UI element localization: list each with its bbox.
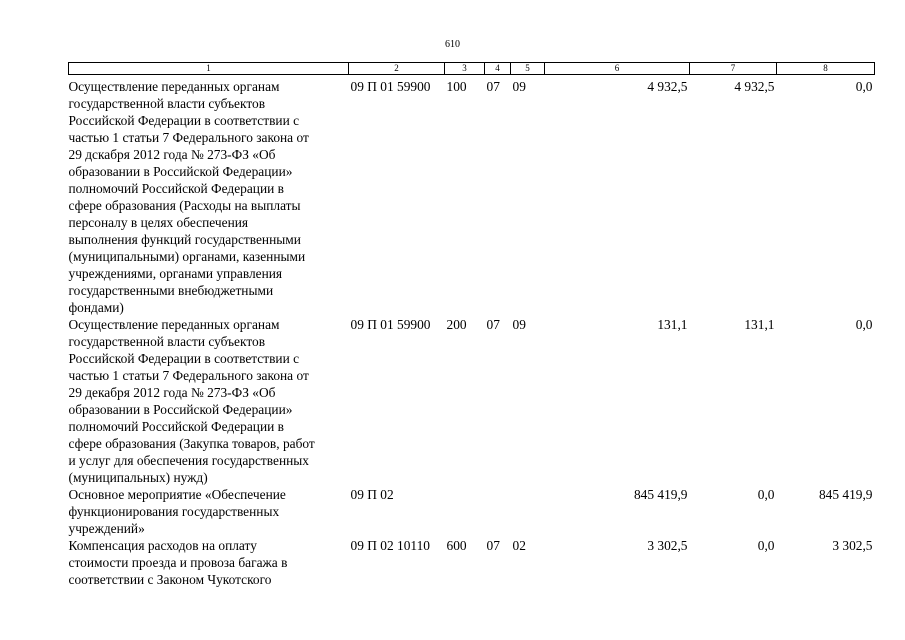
table-row (69, 537, 875, 588)
row-name-cell (69, 75, 349, 317)
vr-cell (445, 486, 485, 537)
pr-cell: 09 (512, 79, 526, 94)
name-line: 29 дскабря 2012 года № 273-ФЗ «Об (68, 147, 276, 162)
name-line: сфере образования (Расходы на выплаты (68, 198, 301, 213)
name-line: частью 1 статьи 7 Федерального закона от (68, 368, 309, 383)
column-header-3: 3 (445, 63, 485, 75)
table-row (69, 316, 875, 486)
col8-cell: 0,0 (855, 79, 873, 94)
name-line: Осуществление переданных органам (68, 317, 280, 332)
col8-cell: 3 302,5 (832, 538, 873, 553)
name-line: фондами) (68, 300, 124, 315)
name-line: соответствии с Законом Чукотского (68, 572, 272, 587)
page-number: 610 (445, 39, 460, 50)
total-cell: 131,1 (657, 317, 688, 332)
name-line: государственной власти субъектов (68, 96, 266, 111)
row-name-cell (69, 316, 349, 486)
name-line: 29 декабря 2012 года № 273-ФЗ «Об (68, 385, 276, 400)
name-line: полномочий Российской Федерации в (68, 181, 284, 196)
column-header-6: 6 (545, 63, 690, 75)
name-line: (муниципальными) органами, казенными (68, 249, 306, 264)
rz-cell: 07 (486, 317, 500, 332)
rz-cell (485, 486, 511, 537)
vr-cell: 100 (446, 79, 467, 94)
csr-cell: 09 П 01 59900 (350, 79, 431, 94)
total-cell: 4 932,5 (647, 79, 688, 94)
col8-cell: 845 419,9 (818, 487, 873, 502)
rz-cell: 07 (486, 79, 500, 94)
vr-cell: 600 (446, 538, 467, 553)
table-row (69, 75, 875, 317)
name-line: образовании в Российской Федерации» (68, 402, 293, 417)
csr-cell: 09 П 01 59900 (350, 317, 431, 332)
name-line: и услуг для обеспечения государственных (68, 453, 309, 468)
col7-cell: 0,0 (757, 487, 775, 502)
name-line: Основное мероприятие «Обеспечение (68, 487, 286, 502)
pr-cell (511, 486, 545, 537)
name-line: частью 1 статьи 7 Федерального закона от (68, 130, 309, 145)
name-line: Компенсация расходов на оплату (68, 538, 257, 553)
row-name-cell (69, 537, 349, 588)
name-line: государственными внебюджетными (68, 283, 274, 298)
table-header-row (69, 63, 875, 75)
total-cell: 3 302,5 (647, 538, 688, 553)
name-line: выполнения функций государственными (68, 232, 301, 247)
pr-cell: 02 (512, 538, 526, 553)
column-header-8: 8 (777, 63, 875, 75)
budget-table (68, 62, 875, 588)
column-header-5: 5 (511, 63, 545, 75)
name-line: образовании в Российской Федерации» (68, 164, 293, 179)
table-row (69, 486, 875, 537)
name-line: Осуществление переданных органам (68, 79, 280, 94)
csr-cell: 09 П 02 10110 (350, 538, 430, 553)
column-header-1: 1 (69, 63, 349, 75)
col7-cell: 131,1 (744, 317, 775, 332)
name-line: Российской Федерации в соответствии с (68, 351, 300, 366)
name-line: учреждений» (68, 521, 145, 536)
column-header-2: 2 (349, 63, 445, 75)
vr-cell: 200 (446, 317, 467, 332)
total-cell: 845 419,9 (633, 487, 688, 502)
pr-cell: 09 (512, 317, 526, 332)
col8-cell: 0,0 (855, 317, 873, 332)
csr-cell: 09 П 02 (350, 487, 394, 502)
name-line: государственной власти субъектов (68, 334, 266, 349)
row-name-cell (69, 486, 349, 537)
name-line: стоимости проезда и провоза багажа в (68, 555, 288, 570)
rz-cell: 07 (486, 538, 500, 553)
name-line: полномочий Российской Федерации в (68, 419, 284, 434)
col7-cell: 4 932,5 (734, 79, 775, 94)
name-line: учреждениями, органами управления (68, 266, 283, 281)
name-line: Российской Федерации в соответствии с (68, 113, 300, 128)
col7-cell: 0,0 (757, 538, 775, 553)
name-line: сфере образования (Закупка товаров, работ (68, 436, 315, 451)
column-header-4: 4 (485, 63, 511, 75)
name-line: функционирования государственных (68, 504, 280, 519)
column-header-7: 7 (690, 63, 777, 75)
name-line: персоналу в целях обеспечения (68, 215, 249, 230)
name-line: (муниципальных) нужд) (68, 470, 208, 485)
